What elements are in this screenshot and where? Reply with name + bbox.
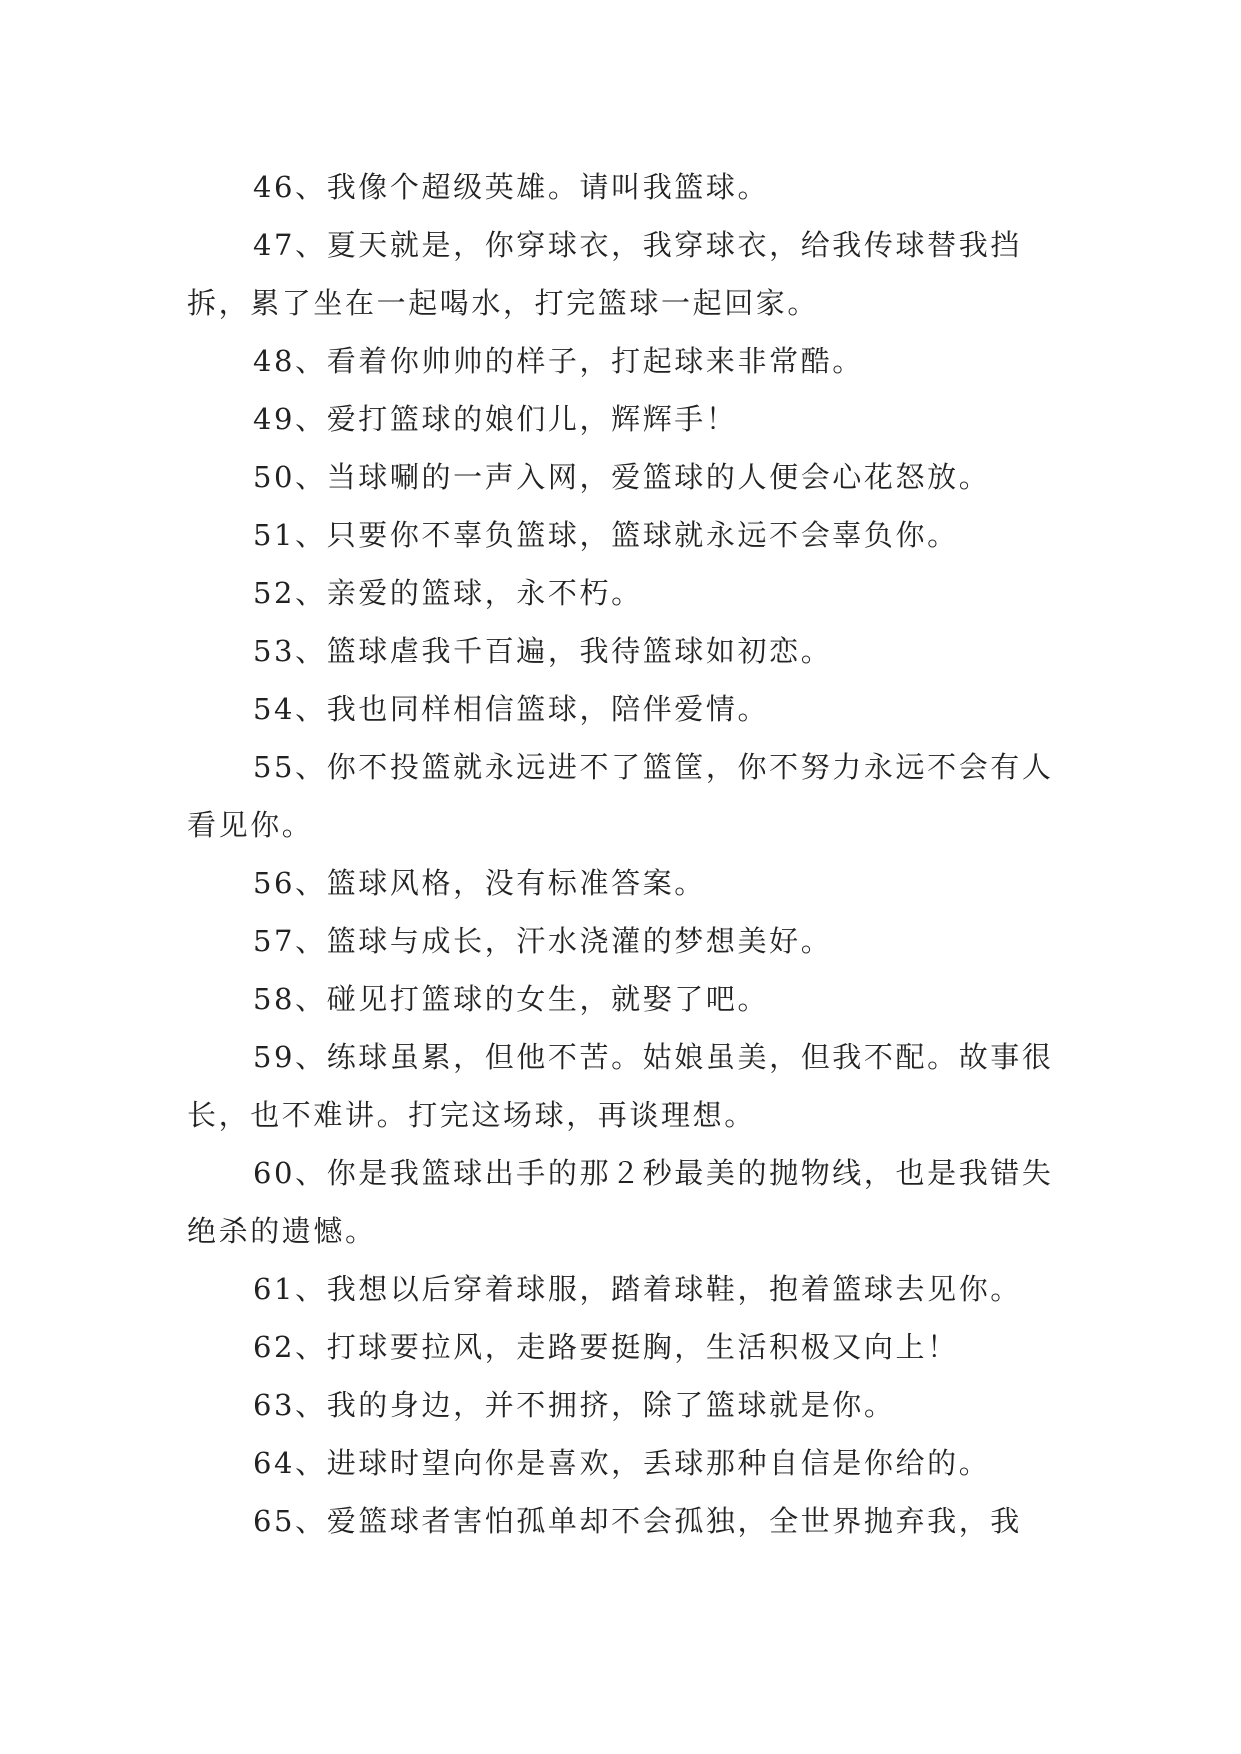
paragraph-65: 65、爱篮球者害怕孤单却不会孤独，全世界抛弃我，我 xyxy=(253,1504,1022,1538)
paragraph-60: 60、你是我篮球出手的那２秒最美的抛物线，也是我错失绝杀的遗憾。 xyxy=(187,1156,1054,1248)
paragraph-54: 54、我也同样相信篮球，陪伴爱情。 xyxy=(253,692,770,726)
paragraph-46: 46、我像个超级英雄。请叫我篮球。 xyxy=(253,170,770,204)
paragraph-57: 57、篮球与成长，汗水浇灌的梦想美好。 xyxy=(253,924,833,958)
paragraph-52: 52、亲爱的篮球，永不朽。 xyxy=(253,576,643,610)
paragraph-51: 51、只要你不辜负篮球，篮球就永远不会辜负你。 xyxy=(253,518,959,552)
paragraph-56: 56、篮球风格，没有标准答案。 xyxy=(253,866,706,900)
paragraph-58: 58、碰见打篮球的女生，就娶了吧。 xyxy=(253,982,770,1016)
document-body xyxy=(187,158,1057,1550)
paragraph-64: 64、进球时望向你是喜欢，丢球那种自信是你给的。 xyxy=(253,1446,991,1480)
paragraph-62: 62、打球要拉风，走路要挺胸，生活积极又向上！ xyxy=(253,1330,959,1364)
paragraph-59: 59、练球虽累，但他不苦。姑娘虽美，但我不配。故事很长，也不难讲。打完这场球，再谈理想。 xyxy=(187,1040,1054,1132)
paragraph-53: 53、篮球虐我千百遍，我待篮球如初恋。 xyxy=(253,634,833,668)
paragraph-55: 55、你不投篮就永远进不了篮筐，你不努力永远不会有人看见你。 xyxy=(187,750,1054,842)
paragraph-48: 48、看着你帅帅的样子，打起球来非常酷。 xyxy=(253,344,864,378)
paragraph-47: 47、夏天就是，你穿球衣，我穿球衣，给我传球替我挡拆，累了坐在一起喝水，打完篮球一起回家。 xyxy=(187,228,1022,320)
paragraph-49: 49、爱打篮球的娘们儿，辉辉手！ xyxy=(253,402,738,436)
paragraph-63: 63、我的身边，并不拥挤，除了篮球就是你。 xyxy=(253,1388,896,1422)
paragraph-61: 61、我想以后穿着球服，踏着球鞋，抱着篮球去见你。 xyxy=(253,1272,1022,1306)
paragraph-50: 50、当球唰的一声入网，爱篮球的人便会心花怒放。 xyxy=(253,460,991,494)
